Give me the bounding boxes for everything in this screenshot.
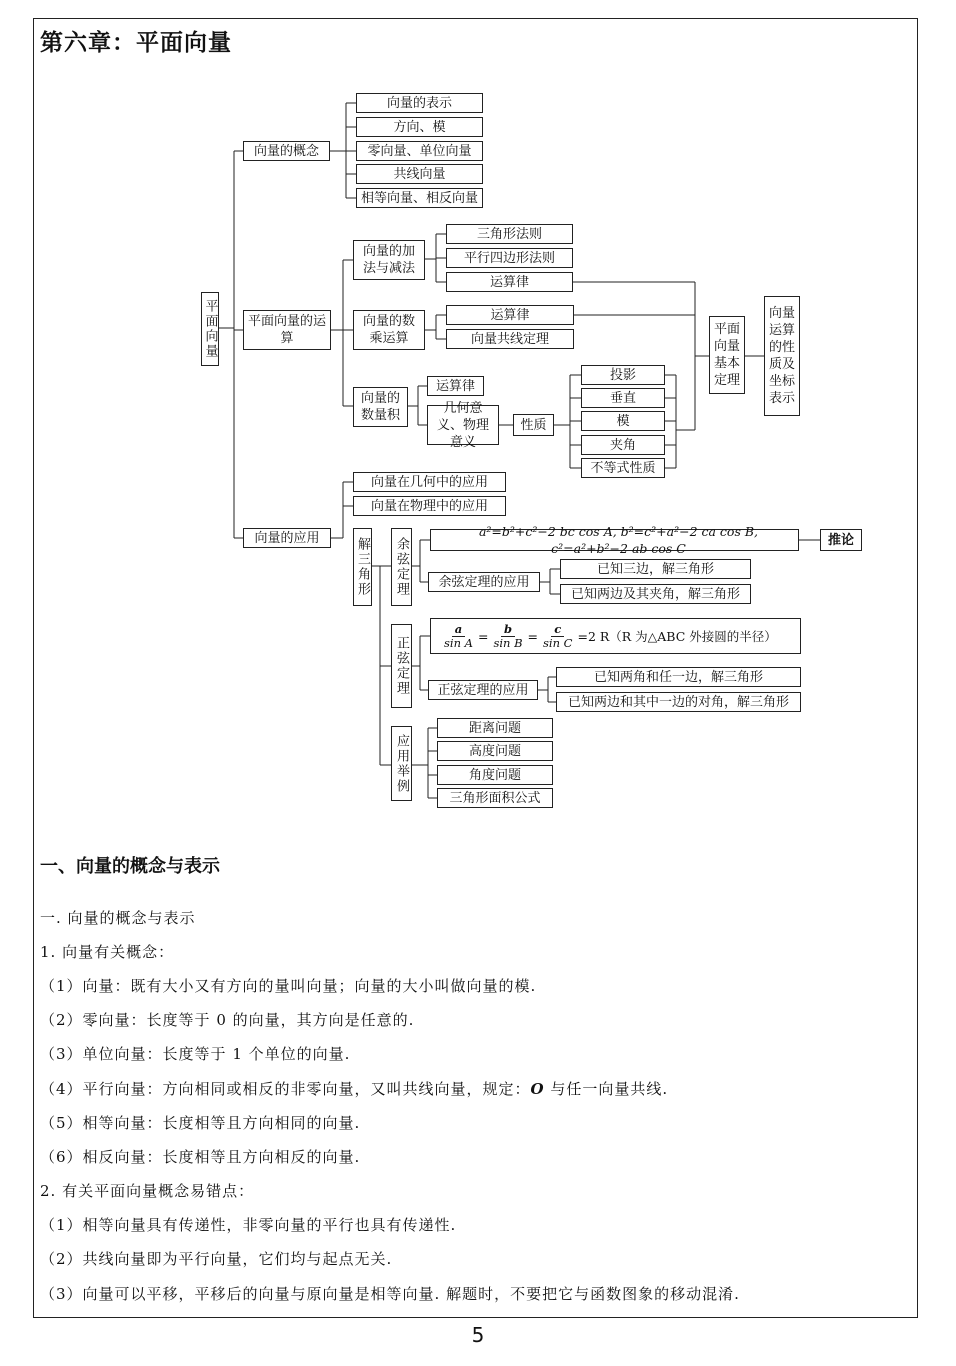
- node-examples: 应用举例: [391, 726, 412, 801]
- text-line: 2. 有关平面向量概念易错点：: [40, 1182, 255, 1200]
- node-sine-app-item: 已知两角和任一边，解三角形: [556, 667, 801, 687]
- node-cosine-formula: a²=b²+c²−2 bc cos A, b²=c²+a²−2 ca cos B, c²=a²+b²−2 ab cos C: [430, 529, 799, 551]
- node-cosine-app-item: 已知三边，解三角形: [560, 559, 751, 579]
- node-add-sub-item: 平行四边形法则: [446, 248, 573, 268]
- text-line: （3）单位向量：长度等于 1 个单位的向量.: [40, 1045, 351, 1063]
- node-vector-application: 向量的应用: [243, 528, 331, 548]
- node-basic-theorem: 平面向量基本定理: [709, 316, 745, 394]
- node-scalar-item: 运算律: [446, 305, 574, 325]
- node-concept-item: 零向量、单位向量: [356, 141, 483, 161]
- node-corollary: 推论: [820, 529, 862, 551]
- section-heading: 一、向量的概念与表示: [40, 856, 220, 877]
- mindmap-root: 平面向量: [201, 292, 219, 366]
- chapter-title: 第六章：平面向量: [40, 29, 232, 56]
- node-property-item: 模: [581, 411, 665, 431]
- node-dot-product: 向量的数量积: [353, 387, 408, 427]
- node-concept-item: 方向、模: [356, 117, 483, 137]
- node-property-item: 垂直: [581, 388, 665, 408]
- text-line: （6）相反向量：长度相等且方向相反的向量.: [40, 1148, 361, 1166]
- text-line: （5）相等向量：长度相等且方向相同的向量.: [40, 1114, 361, 1132]
- node-example-item: 角度问题: [437, 765, 553, 785]
- page-number: 5: [471, 1323, 485, 1347]
- text-line: 一. 向量的概念与表示: [40, 909, 196, 927]
- node-example-item: 高度问题: [437, 741, 553, 761]
- node-vector-concept: 向量的概念: [243, 141, 330, 161]
- zero-vector-symbol: O: [530, 1080, 545, 1098]
- node-add-sub-item: 运算律: [446, 272, 573, 292]
- text-line-parallel-vector: （4）平行向量：方向相同或相反的非零向量，又叫共线向量，规定：O 与任一向量共线.: [40, 1080, 669, 1098]
- node-coordinate-properties: 向量运算的性质及坐标表示: [764, 296, 800, 416]
- node-cosine-application: 余弦定理的应用: [428, 572, 540, 592]
- node-cosine-law: 余弦定理: [391, 528, 412, 606]
- text-line: （1）向量：既有大小又有方向的量叫向量；向量的大小叫做向量的模.: [40, 977, 537, 995]
- node-concept-item: 向量的表示: [356, 93, 483, 113]
- frac-b: $\frac{b}{\text{sin B}}$: [493, 621, 523, 650]
- node-dot-meaning: 几何意义、物理意义: [427, 405, 499, 445]
- node-property-item: 不等式性质: [581, 458, 665, 478]
- node-scalar-mult: 向量的数乘运算: [353, 310, 425, 350]
- node-sine-formula: $\frac{a}{\text{sin A}}$ = $\frac{b}{\text{sin B}}$ = $\frac{c}{\text{sin C}}$ =2 R（R 为△ABC 外接圆的半径）: [430, 618, 801, 654]
- node-concept-item: 相等向量、相反向量: [356, 188, 483, 208]
- node-vector-operations: 平面向量的运算: [243, 310, 331, 350]
- node-solve-triangle: 解三角形: [353, 528, 372, 606]
- node-dot-law: 运算律: [427, 376, 484, 396]
- node-concept-item: 共线向量: [356, 164, 483, 184]
- text-line: （2）零向量：长度等于 0 的向量，其方向是任意的.: [40, 1011, 415, 1029]
- node-sine-app-item: 已知两边和其中一边的对角，解三角形: [556, 692, 801, 712]
- text-line: （1）相等向量具有传递性，非零向量的平行也具有传递性.: [40, 1216, 457, 1234]
- frac-c: $\frac{c}{\text{sin C}}$: [543, 621, 573, 650]
- node-sine-application: 正弦定理的应用: [428, 680, 538, 700]
- node-scalar-item: 向量共线定理: [446, 329, 574, 349]
- node-add-sub-item: 三角形法则: [446, 224, 573, 244]
- node-sine-law: 正弦定理: [391, 624, 412, 708]
- text-line: （2）共线向量即为平行向量，它们均与起点无关.: [40, 1250, 393, 1268]
- node-example-item: 距离问题: [437, 718, 553, 738]
- node-geometry-application: 向量在几何中的应用: [353, 472, 506, 492]
- node-property-item: 夹角: [581, 435, 665, 455]
- text-line: （3）向量可以平移，平移后的向量与原向量是相等向量. 解题时，不要把它与函数图象的移动混淆.: [40, 1285, 740, 1303]
- node-property-item: 投影: [581, 365, 665, 385]
- node-dot-property: 性质: [513, 414, 554, 436]
- node-example-item: 三角形面积公式: [437, 788, 553, 808]
- node-cosine-app-item: 已知两边及其夹角，解三角形: [560, 584, 751, 604]
- text-line: 1. 向量有关概念：: [40, 943, 175, 961]
- frac-a: $\frac{a}{\text{sin A}}$: [444, 621, 473, 650]
- node-physics-application: 向量在物理中的应用: [353, 496, 506, 516]
- node-add-sub: 向量的加法与减法: [353, 240, 425, 280]
